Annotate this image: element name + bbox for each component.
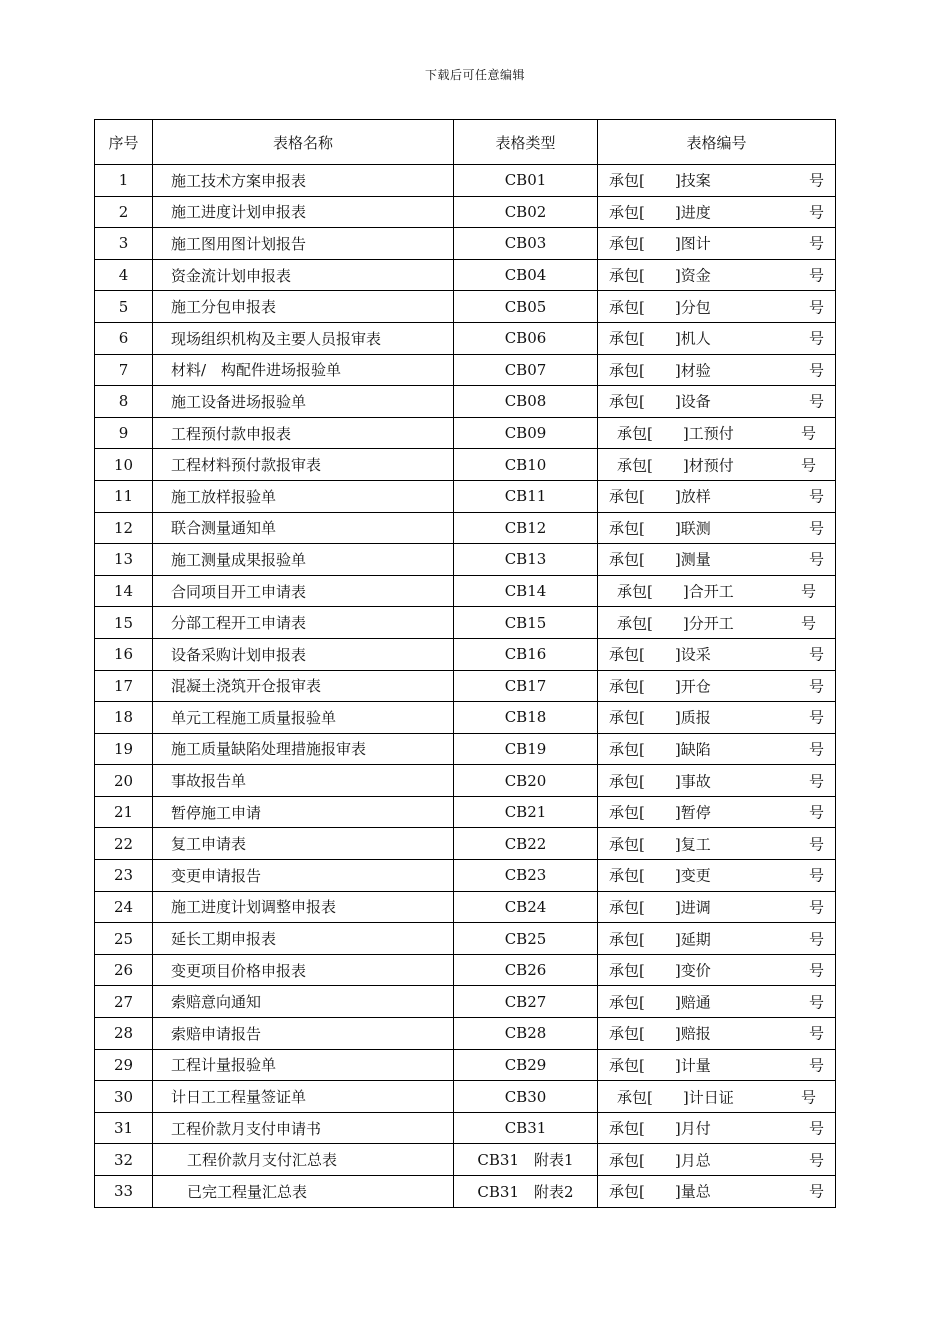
form-type: CB26 bbox=[454, 954, 598, 986]
form-code bbox=[598, 196, 836, 228]
form-type: CB25 bbox=[454, 923, 598, 955]
form-code-suffix: 号 bbox=[808, 329, 824, 348]
form-code-prefix: 承包[ ]联测 bbox=[609, 519, 711, 538]
form-code-suffix: 号 bbox=[808, 993, 824, 1012]
form-code-prefix: 承包[ ]放样 bbox=[609, 487, 711, 506]
form-code-prefix: 承包[ ]分开工 bbox=[617, 614, 734, 633]
table-row bbox=[95, 1049, 836, 1081]
row-number: 5 bbox=[95, 291, 153, 323]
table-row bbox=[95, 923, 836, 955]
form-name: 施工分包申报表 bbox=[153, 291, 454, 323]
form-type: CB03 bbox=[454, 228, 598, 260]
row-number: 17 bbox=[95, 670, 153, 702]
row-number: 20 bbox=[95, 765, 153, 797]
form-code-prefix: 承包[ ]暂停 bbox=[609, 803, 711, 822]
table-row bbox=[95, 670, 836, 702]
table-row bbox=[95, 733, 836, 765]
form-type: CB27 bbox=[454, 986, 598, 1018]
table-row bbox=[95, 417, 836, 449]
form-name: 合同项目开工申请表 bbox=[153, 575, 454, 607]
table-row bbox=[95, 828, 836, 860]
form-code bbox=[598, 1081, 836, 1113]
form-code-prefix: 承包[ ]赔报 bbox=[609, 1024, 711, 1043]
form-code bbox=[598, 702, 836, 734]
form-code bbox=[598, 954, 836, 986]
form-name: 设备采购计划申报表 bbox=[153, 638, 454, 670]
table-row bbox=[95, 954, 836, 986]
form-code-suffix: 号 bbox=[808, 740, 824, 759]
form-type: CB05 bbox=[454, 291, 598, 323]
form-code-suffix: 号 bbox=[808, 361, 824, 380]
table-row bbox=[95, 544, 836, 576]
form-code-suffix: 号 bbox=[808, 866, 824, 885]
form-type: CB30 bbox=[454, 1081, 598, 1113]
form-code-suffix: 号 bbox=[808, 930, 824, 949]
table-row bbox=[95, 386, 836, 418]
row-number: 16 bbox=[95, 638, 153, 670]
row-number: 12 bbox=[95, 512, 153, 544]
table-row bbox=[95, 196, 836, 228]
form-type: CB11 bbox=[454, 480, 598, 512]
table-row bbox=[95, 796, 836, 828]
table-row bbox=[95, 575, 836, 607]
form-code-prefix: 承包[ ]工预付 bbox=[617, 424, 734, 443]
form-code-suffix: 号 bbox=[808, 1024, 824, 1043]
form-type: CB31 附表2 bbox=[454, 1176, 598, 1208]
form-type: CB10 bbox=[454, 449, 598, 481]
table-row bbox=[95, 228, 836, 260]
table-row bbox=[95, 1144, 836, 1176]
form-name: 暂停施工申请 bbox=[153, 796, 454, 828]
form-type: CB09 bbox=[454, 417, 598, 449]
form-name: 已完工程量汇总表 bbox=[153, 1176, 454, 1208]
form-type: CB14 bbox=[454, 575, 598, 607]
form-type: CB04 bbox=[454, 259, 598, 291]
table-row bbox=[95, 1018, 836, 1050]
form-code bbox=[598, 828, 836, 860]
table-row bbox=[95, 1112, 836, 1144]
table-row bbox=[95, 449, 836, 481]
row-number: 32 bbox=[95, 1144, 153, 1176]
table-row bbox=[95, 891, 836, 923]
table-row bbox=[95, 860, 836, 892]
form-type: CB13 bbox=[454, 544, 598, 576]
row-number: 8 bbox=[95, 386, 153, 418]
form-code-prefix: 承包[ ]复工 bbox=[609, 835, 711, 854]
form-type: CB23 bbox=[454, 860, 598, 892]
form-code-prefix: 承包[ ]分包 bbox=[609, 298, 711, 317]
form-code-suffix: 号 bbox=[808, 392, 824, 411]
column-header-name: 表格名称 bbox=[153, 120, 454, 165]
form-name: 索赔申请报告 bbox=[153, 1018, 454, 1050]
form-code bbox=[598, 1049, 836, 1081]
form-code-suffix: 号 bbox=[808, 550, 824, 569]
form-code-prefix: 承包[ ]计量 bbox=[609, 1056, 711, 1075]
row-number: 26 bbox=[95, 954, 153, 986]
row-number: 11 bbox=[95, 480, 153, 512]
form-code-suffix: 号 bbox=[808, 835, 824, 854]
row-number: 19 bbox=[95, 733, 153, 765]
form-name: 单元工程施工质量报验单 bbox=[153, 702, 454, 734]
form-code-suffix: 号 bbox=[808, 487, 824, 506]
row-number: 30 bbox=[95, 1081, 153, 1113]
row-number: 27 bbox=[95, 986, 153, 1018]
form-code-suffix: 号 bbox=[808, 803, 824, 822]
row-number: 6 bbox=[95, 322, 153, 354]
form-code-suffix: 号 bbox=[800, 456, 816, 475]
form-type: CB28 bbox=[454, 1018, 598, 1050]
form-type: CB12 bbox=[454, 512, 598, 544]
row-number: 4 bbox=[95, 259, 153, 291]
form-name: 变更项目价格申报表 bbox=[153, 954, 454, 986]
form-code-prefix: 承包[ ]月付 bbox=[609, 1119, 711, 1138]
header-note: 下载后可任意编辑 bbox=[424, 68, 525, 82]
form-code-prefix: 承包[ ]图计 bbox=[609, 234, 711, 253]
form-name: 施工进度计划申报表 bbox=[153, 196, 454, 228]
form-code-prefix: 承包[ ]计日证 bbox=[617, 1088, 734, 1107]
column-header-no: 序号 bbox=[95, 120, 153, 165]
form-code bbox=[598, 891, 836, 923]
form-name: 索赔意向通知 bbox=[153, 986, 454, 1018]
row-number: 29 bbox=[95, 1049, 153, 1081]
form-code-prefix: 承包[ ]变价 bbox=[609, 961, 711, 980]
form-code bbox=[598, 575, 836, 607]
row-number: 7 bbox=[95, 354, 153, 386]
form-name: 施工设备进场报验单 bbox=[153, 386, 454, 418]
column-header-code: 表格编号 bbox=[598, 120, 836, 165]
form-type: CB20 bbox=[454, 765, 598, 797]
form-code-suffix: 号 bbox=[808, 961, 824, 980]
form-type: CB07 bbox=[454, 354, 598, 386]
form-name: 施工质量缺陷处理措施报审表 bbox=[153, 733, 454, 765]
form-code-prefix: 承包[ ]合开工 bbox=[617, 582, 734, 601]
table-row bbox=[95, 607, 836, 639]
form-code bbox=[598, 291, 836, 323]
form-code-prefix: 承包[ ]缺陷 bbox=[609, 740, 711, 759]
form-type: CB01 bbox=[454, 165, 598, 197]
form-code-prefix: 承包[ ]材验 bbox=[609, 361, 711, 380]
form-code-suffix: 号 bbox=[808, 708, 824, 727]
form-name: 工程材料预付款报审表 bbox=[153, 449, 454, 481]
table-row bbox=[95, 259, 836, 291]
form-code-prefix: 承包[ ]设备 bbox=[609, 392, 711, 411]
form-code-prefix: 承包[ ]开仓 bbox=[609, 677, 711, 696]
form-code-suffix: 号 bbox=[808, 266, 824, 285]
form-code-prefix: 承包[ ]材预付 bbox=[617, 456, 734, 475]
form-code-suffix: 号 bbox=[808, 645, 824, 664]
form-code-prefix: 承包[ ]设采 bbox=[609, 645, 711, 664]
form-code bbox=[598, 607, 836, 639]
row-number: 9 bbox=[95, 417, 153, 449]
form-type: CB31 附表1 bbox=[454, 1144, 598, 1176]
form-code-suffix: 号 bbox=[808, 171, 824, 190]
row-number: 13 bbox=[95, 544, 153, 576]
form-name: 复工申请表 bbox=[153, 828, 454, 860]
form-type: CB24 bbox=[454, 891, 598, 923]
row-number: 33 bbox=[95, 1176, 153, 1208]
form-name: 施工图用图计划报告 bbox=[153, 228, 454, 260]
form-name: 事故报告单 bbox=[153, 765, 454, 797]
form-name: 联合测量通知单 bbox=[153, 512, 454, 544]
form-code-suffix: 号 bbox=[808, 234, 824, 253]
row-number: 15 bbox=[95, 607, 153, 639]
form-code bbox=[598, 923, 836, 955]
form-name: 施工放样报验单 bbox=[153, 480, 454, 512]
form-code bbox=[598, 1144, 836, 1176]
form-code bbox=[598, 860, 836, 892]
row-number: 3 bbox=[95, 228, 153, 260]
form-name: 混凝土浇筑开仓报审表 bbox=[153, 670, 454, 702]
row-number: 2 bbox=[95, 196, 153, 228]
form-code-suffix: 号 bbox=[808, 1182, 824, 1201]
form-code-prefix: 承包[ ]延期 bbox=[609, 930, 711, 949]
form-type: CB16 bbox=[454, 638, 598, 670]
form-name: 材料/ 构配件进场报验单 bbox=[153, 354, 454, 386]
form-type: CB18 bbox=[454, 702, 598, 734]
form-code bbox=[598, 670, 836, 702]
row-number: 22 bbox=[95, 828, 153, 860]
form-name: 工程预付款申报表 bbox=[153, 417, 454, 449]
form-code-suffix: 号 bbox=[800, 614, 816, 633]
form-name: 施工测量成果报验单 bbox=[153, 544, 454, 576]
form-type: CB31 bbox=[454, 1112, 598, 1144]
form-code bbox=[598, 1018, 836, 1050]
form-code bbox=[598, 449, 836, 481]
form-code bbox=[598, 386, 836, 418]
form-code-suffix: 号 bbox=[808, 898, 824, 917]
table-row bbox=[95, 702, 836, 734]
row-number: 21 bbox=[95, 796, 153, 828]
form-code bbox=[598, 1176, 836, 1208]
form-name: 变更申请报告 bbox=[153, 860, 454, 892]
table-row bbox=[95, 291, 836, 323]
form-code-prefix: 承包[ ]赔通 bbox=[609, 993, 711, 1012]
form-type: CB15 bbox=[454, 607, 598, 639]
form-type: CB22 bbox=[454, 828, 598, 860]
table-row bbox=[95, 986, 836, 1018]
table-header-row bbox=[95, 120, 836, 165]
form-code-prefix: 承包[ ]月总 bbox=[609, 1151, 711, 1170]
row-number: 10 bbox=[95, 449, 153, 481]
form-code-suffix: 号 bbox=[808, 677, 824, 696]
form-code-prefix: 承包[ ]进度 bbox=[609, 203, 711, 222]
form-code-suffix: 号 bbox=[808, 1119, 824, 1138]
form-type: CB29 bbox=[454, 1049, 598, 1081]
row-number: 14 bbox=[95, 575, 153, 607]
form-code bbox=[598, 354, 836, 386]
form-type: CB08 bbox=[454, 386, 598, 418]
column-header-type: 表格类型 bbox=[454, 120, 598, 165]
form-code-prefix: 承包[ ]资金 bbox=[609, 266, 711, 285]
form-code bbox=[598, 480, 836, 512]
form-code-prefix: 承包[ ]进调 bbox=[609, 898, 711, 917]
form-name: 现场组织机构及主要人员报审表 bbox=[153, 322, 454, 354]
form-name: 工程价款月支付汇总表 bbox=[153, 1144, 454, 1176]
form-code-suffix: 号 bbox=[808, 203, 824, 222]
row-number: 24 bbox=[95, 891, 153, 923]
form-name: 施工进度计划调整申报表 bbox=[153, 891, 454, 923]
row-number: 31 bbox=[95, 1112, 153, 1144]
form-code-suffix: 号 bbox=[800, 1088, 816, 1107]
table-row bbox=[95, 765, 836, 797]
form-name: 施工技术方案申报表 bbox=[153, 165, 454, 197]
form-code-suffix: 号 bbox=[800, 582, 816, 601]
table-row bbox=[95, 322, 836, 354]
form-code bbox=[598, 733, 836, 765]
form-name: 工程价款月支付申请书 bbox=[153, 1112, 454, 1144]
forms-table bbox=[94, 119, 836, 1208]
form-code bbox=[598, 544, 836, 576]
form-code-suffix: 号 bbox=[808, 298, 824, 317]
form-code bbox=[598, 796, 836, 828]
form-code-suffix: 号 bbox=[808, 772, 824, 791]
form-code-suffix: 号 bbox=[800, 424, 816, 443]
form-code-prefix: 承包[ ]测量 bbox=[609, 550, 711, 569]
form-name: 工程计量报验单 bbox=[153, 1049, 454, 1081]
form-code bbox=[598, 228, 836, 260]
form-type: CB21 bbox=[454, 796, 598, 828]
form-name: 资金流计划申报表 bbox=[153, 259, 454, 291]
row-number: 1 bbox=[95, 165, 153, 197]
form-type: CB17 bbox=[454, 670, 598, 702]
table-body bbox=[95, 165, 836, 1208]
form-code-prefix: 承包[ ]量总 bbox=[609, 1182, 711, 1201]
form-code-prefix: 承包[ ]质报 bbox=[609, 708, 711, 727]
form-code bbox=[598, 1112, 836, 1144]
row-number: 28 bbox=[95, 1018, 153, 1050]
form-type: CB06 bbox=[454, 322, 598, 354]
form-type: CB02 bbox=[454, 196, 598, 228]
table-row bbox=[95, 512, 836, 544]
form-code bbox=[598, 322, 836, 354]
form-code-prefix: 承包[ ]机人 bbox=[609, 329, 711, 348]
table-row bbox=[95, 480, 836, 512]
row-number: 25 bbox=[95, 923, 153, 955]
form-name: 计日工工程量签证单 bbox=[153, 1081, 454, 1113]
table-row bbox=[95, 1176, 836, 1208]
table-row bbox=[95, 165, 836, 197]
form-code bbox=[598, 512, 836, 544]
form-code-prefix: 承包[ ]技案 bbox=[609, 171, 711, 190]
form-code bbox=[598, 638, 836, 670]
form-type: CB19 bbox=[454, 733, 598, 765]
form-code bbox=[598, 986, 836, 1018]
form-code-suffix: 号 bbox=[808, 519, 824, 538]
row-number: 23 bbox=[95, 860, 153, 892]
form-code-suffix: 号 bbox=[808, 1151, 824, 1170]
form-code bbox=[598, 165, 836, 197]
form-code bbox=[598, 417, 836, 449]
form-code-prefix: 承包[ ]变更 bbox=[609, 866, 711, 885]
form-name: 延长工期申报表 bbox=[153, 923, 454, 955]
form-code-prefix: 承包[ ]事故 bbox=[609, 772, 711, 791]
form-name: 分部工程开工申请表 bbox=[153, 607, 454, 639]
form-code bbox=[598, 765, 836, 797]
table-row bbox=[95, 1081, 836, 1113]
form-code bbox=[598, 259, 836, 291]
table-row bbox=[95, 638, 836, 670]
table-row bbox=[95, 354, 836, 386]
form-code-suffix: 号 bbox=[808, 1056, 824, 1075]
row-number: 18 bbox=[95, 702, 153, 734]
